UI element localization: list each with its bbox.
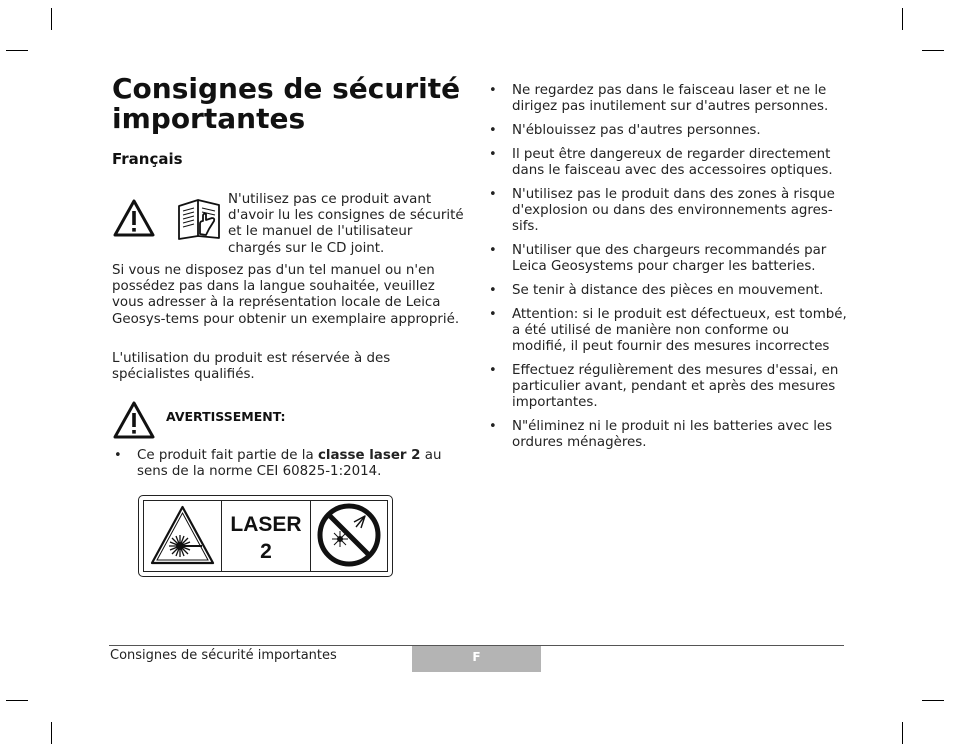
crop-mark	[922, 50, 944, 51]
laser-warning-icon	[144, 501, 221, 569]
safety-instructions-list	[487, 83, 847, 459]
no-stare-icon	[311, 501, 387, 569]
language-heading: Français	[112, 150, 183, 168]
crop-mark	[6, 700, 28, 701]
list-item: • Se tenir à distance des pièces en mouvement.	[487, 283, 847, 299]
list-item: • Ne regardez pas dans le faisceau laser et ne le dirigez pas inutilement sur d'autres personnes.	[487, 83, 847, 115]
laser-bullet-text: Ce produit fait partie de la	[137, 448, 318, 463]
page-title: Consignes de sécurité importantes	[112, 72, 461, 135]
warning-heading: AVERTISSEMENT:	[166, 409, 286, 424]
list-item: • N"éliminez ni le produit ni les batteries avec les ordures ménagères.	[487, 419, 847, 451]
list-item: • N'utiliser que des chargeurs recommandés par Leica Geosystems pour charger les batteries.	[487, 243, 847, 275]
laser-class-label	[138, 495, 393, 577]
list-item: • Il peut être dangereux de regarder directement dans le faisceau avec des accessoires optiques.	[487, 147, 847, 179]
laser-warning-cell	[144, 501, 222, 571]
language-tab: F	[412, 646, 541, 672]
manual-notice: N'utilisez pas ce produit avant d'avoir lu les consignes de sécurité et le manuel de l'utilisateur chargés sur le CD joint.	[228, 192, 464, 256]
no-stare-cell	[311, 501, 387, 571]
laser-bullet-text-end: au sens de la norme CEI 60825-1:2014.	[137, 448, 442, 480]
laser-class-emphasis: classe laser 2	[317, 448, 421, 463]
read-manual-icon	[176, 196, 222, 240]
manual-notice-continued: Si vous ne disposez pas d'un tel manuel ou n'en possédez pas dans la langue souhaitée, veuillez vous adresser à la représentation locale de Leica Geosys-tems pour obtenir un exemplaire approprié.	[112, 263, 460, 327]
crop-mark	[51, 722, 52, 744]
crop-mark	[922, 700, 944, 701]
laser-class-bullet	[112, 448, 468, 488]
list-item: • Effectuez régulièrement des mesures d'essai, en particulier avant, pendant et après des mesures importantes.	[487, 363, 847, 412]
laser-label-line1: LASER	[230, 513, 302, 536]
crop-mark	[51, 8, 52, 30]
warning-triangle-icon	[112, 198, 156, 238]
list-item: • N'utilisez pas le produit dans des zones à risque d'explosion ou dans des environnements agres-sifs.	[487, 187, 847, 236]
list-item: • Attention: si le produit est défectueux, est tombé, a été utilisé de manière non conforme ou modifié, il peut fournir des mesures incorrectes	[487, 307, 847, 356]
footer-title: Consignes de sécurité importantes	[110, 648, 337, 663]
list-item	[112, 448, 468, 480]
laser-label-line2: 2	[260, 540, 272, 563]
crop-mark	[902, 722, 903, 744]
crop-mark	[6, 50, 28, 51]
laser-class-text-cell	[222, 501, 311, 571]
crop-mark	[902, 8, 903, 30]
specialists-notice: L'utilisation du produit est réservée à des spécialistes qualifiés.	[112, 351, 391, 383]
warning-triangle-icon	[112, 400, 156, 440]
list-item: • N'éblouissez pas d'autres personnes.	[487, 123, 847, 139]
